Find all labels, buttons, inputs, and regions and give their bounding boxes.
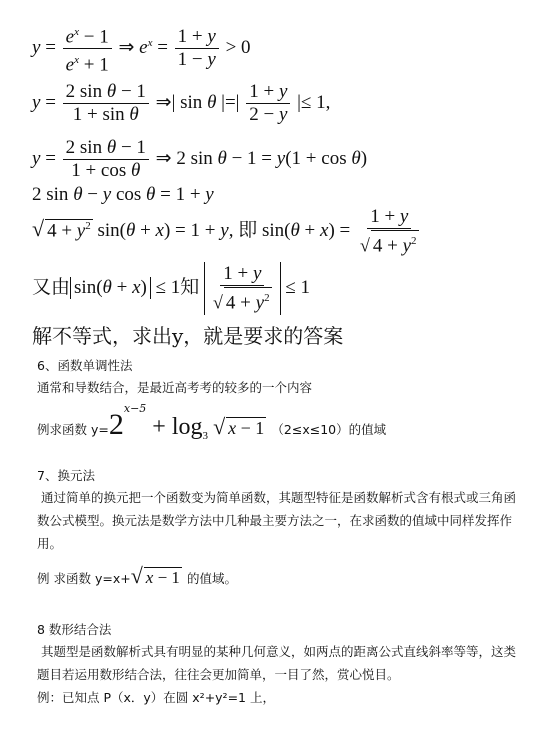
section-8-heading: 8 数形结合法 — [37, 622, 112, 637]
section-8-paragraph: 其题型是函数解析式具有明显的某种几何意义，如两点的距离公式直线斜率等等，这类题目若运用数形结合法，往往会更加简单，一目了然，赏心悦目。 — [37, 644, 517, 682]
section-6-example: 例求函数 $y=2^{x-5} + \log_3$ √ x − 1 （2≤x≤10）的值域 — [37, 402, 387, 442]
formula-line-2: y = $\frac{\text{2 sin θ − 1}}{\text{1 + sin θ}}$ ⇒| sin θ |=| $\frac{1 + y}{2 - y}$ |≤ 1, — [32, 81, 331, 125]
formula-line-6: 又由 sin(θ + x) ≤ 1知 $\frac{1 + y}{√ 4 + y^2}$ ≤ 1 — [32, 263, 311, 314]
section-7-example-prefix: 例 求函数 y=x+ — [37, 571, 131, 586]
section-6-example-suffix: （2≤x≤10）的值域 — [271, 422, 387, 437]
conclusion-line: 解不等式，求出y，就是要求的答案 — [32, 324, 344, 348]
section-8-example: 例：已知点 P（x．y）在圆 x²+y²=1 上， — [37, 690, 275, 705]
section-6-example-prefix: 例求函数 y= — [37, 422, 109, 437]
section-7-example-suffix: 的值域。 — [187, 571, 238, 586]
section-7-paragraph: 通过简单的换元把一个函数变为简单函数，其题型特征是函数解析式含有根式或三角函数公式模型。换元法是数学方法中几种最主要方法之一，在求函数的值域中同样发挥作用。 — [37, 490, 517, 551]
formula-line-3: y = $\frac{\text{2 sin θ − 1}}{\text{1 + cos θ}}$ ⇒ 2 sin θ − 1 = y(1 + cos θ) — [32, 137, 368, 181]
formula-line-4: 2 sin θ − y cos θ = 1 + y — [32, 184, 214, 205]
section-6-paragraph: 通常和导数结合，是最近高考考的较多的一个内容 — [37, 380, 313, 395]
section-7-example: 例 求函数 y=x+√ x − 1 的值域。 — [37, 563, 238, 588]
section-6-heading: 6、函数单调性法 — [37, 358, 133, 373]
formula-line-5: √ $4 + y^2$ sin(θ + x) = 1 + y, 即 sin(θ + x) = $\frac{1 + y}{√ 4 + y^2}$ — [32, 206, 417, 257]
section-7-heading: 7、换元法 — [37, 468, 95, 483]
formula-line-1: y = $\frac{e^x - 1}{e^x + 1}$ ⇒ $e^x$ = $\frac{1 + y}{1 - y}$ > 0 — [32, 22, 251, 76]
